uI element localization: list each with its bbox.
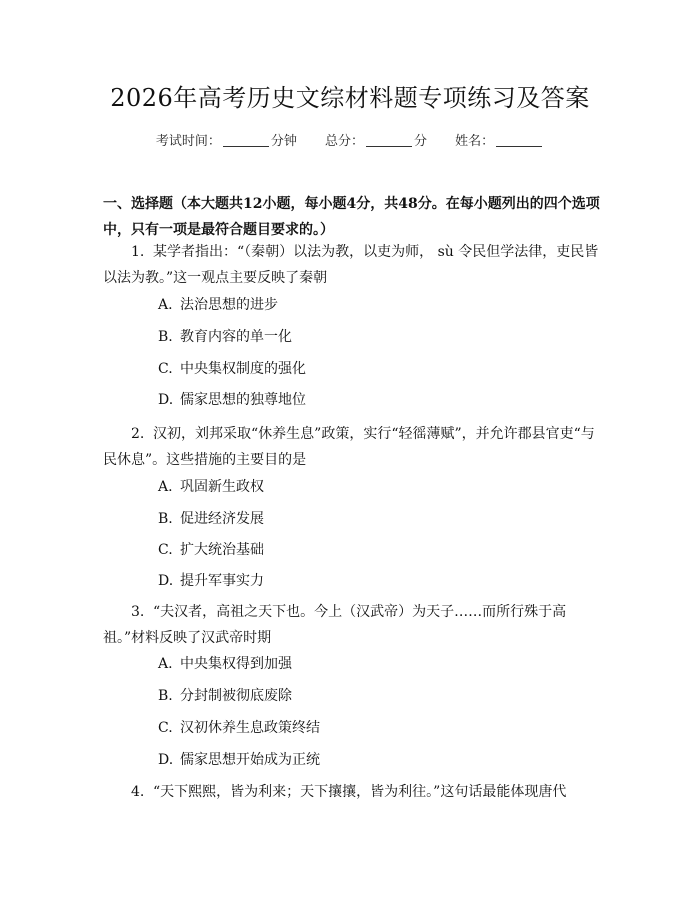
question-1-option-c	[158, 359, 598, 379]
option-text: 中央集权制度的强化	[180, 361, 306, 377]
question-number: 1.	[131, 244, 145, 260]
question-3-option-b	[158, 686, 598, 706]
question-3	[103, 599, 603, 651]
student-name-label: 姓名：	[455, 134, 495, 149]
question-2-option-a	[158, 477, 598, 497]
option-text: 儒家思想的独尊地位	[180, 392, 306, 408]
option-letter: B.	[158, 329, 173, 345]
question-2-option-d	[158, 571, 598, 591]
option-text: 分封制被彻底废除	[180, 688, 292, 704]
question-2	[103, 421, 603, 473]
question-stem: “夫汉者，高祖之天下也。今上（汉武帝）为天子……而所行殊于高祖。”材料反映了汉武帝时期	[103, 604, 567, 646]
option-letter: C.	[158, 720, 173, 736]
question-1-option-a	[158, 295, 598, 315]
total-score-field	[325, 132, 427, 152]
option-letter: A.	[158, 656, 173, 672]
option-letter: C.	[158, 361, 173, 377]
option-letter: A.	[158, 479, 173, 495]
option-text: 提升军事实力	[180, 573, 264, 589]
question-stem: 汉初，刘邦采取“休养生息”政策，实行“轻徭薄赋”，并允许郡县官吏“与民休息”。这些措施的主要目的是	[103, 426, 595, 468]
student-name-blank	[496, 132, 542, 147]
question-1-option-b	[158, 327, 598, 347]
option-text: 促进经济发展	[180, 511, 264, 527]
question-2-option-b	[158, 509, 598, 529]
option-letter: A.	[158, 297, 173, 313]
total-score-label: 总分：	[324, 134, 364, 149]
question-1	[103, 239, 603, 291]
question-1-option-d	[158, 390, 598, 410]
question-stem: “天下熙熙，皆为利来；天下攘攘，皆为利往。”这句话最能体现唐代	[153, 784, 567, 800]
exam-info-row	[0, 132, 700, 152]
option-letter: B.	[158, 688, 173, 704]
option-text: 儒家思想开始成为正统	[180, 752, 320, 768]
total-score-unit: 分	[414, 134, 428, 149]
option-text: 扩大统治基础	[180, 542, 264, 558]
exam-time-unit: 分钟	[270, 134, 297, 149]
option-text: 法治思想的进步	[180, 297, 278, 313]
option-letter: B.	[158, 511, 173, 527]
question-3-option-a	[158, 654, 598, 674]
question-3-option-d	[158, 750, 598, 770]
question-4	[103, 779, 603, 805]
section-heading: 一、选择题（本大题共12小题，每小题4分，共48分。在每小题列出的四个选项中，只有一项是最符合题目要求的。）	[103, 196, 600, 238]
option-text: 教育内容的单一化	[180, 329, 292, 345]
exam-time-label: 考试时间：	[155, 134, 221, 149]
question-number: 4.	[131, 784, 145, 800]
student-name-field	[455, 132, 544, 152]
option-text: 中央集权得到加强	[180, 656, 292, 672]
option-letter: D.	[158, 573, 174, 589]
total-score-blank	[366, 132, 412, 147]
question-number: 2.	[131, 426, 145, 442]
question-number: 3.	[131, 604, 145, 620]
option-letter: D.	[158, 752, 174, 768]
page-title: 2026年高考历史文综材料题专项练习及答案	[110, 84, 590, 112]
question-3-option-c	[158, 718, 598, 738]
option-text: 汉初休养生息政策终结	[180, 720, 320, 736]
question-stem: 某学者指出：“（秦朝）以法为教，以吏为师， sù 令民但学法律，吏民皆以法为教。”这一观点主要反映了秦朝	[103, 244, 599, 286]
option-letter: C.	[158, 542, 173, 558]
exam-time-field	[156, 132, 297, 152]
question-2-option-c	[158, 540, 598, 560]
exam-time-blank	[223, 132, 269, 147]
option-letter: D.	[158, 392, 174, 408]
option-text: 巩固新生政权	[180, 479, 264, 495]
